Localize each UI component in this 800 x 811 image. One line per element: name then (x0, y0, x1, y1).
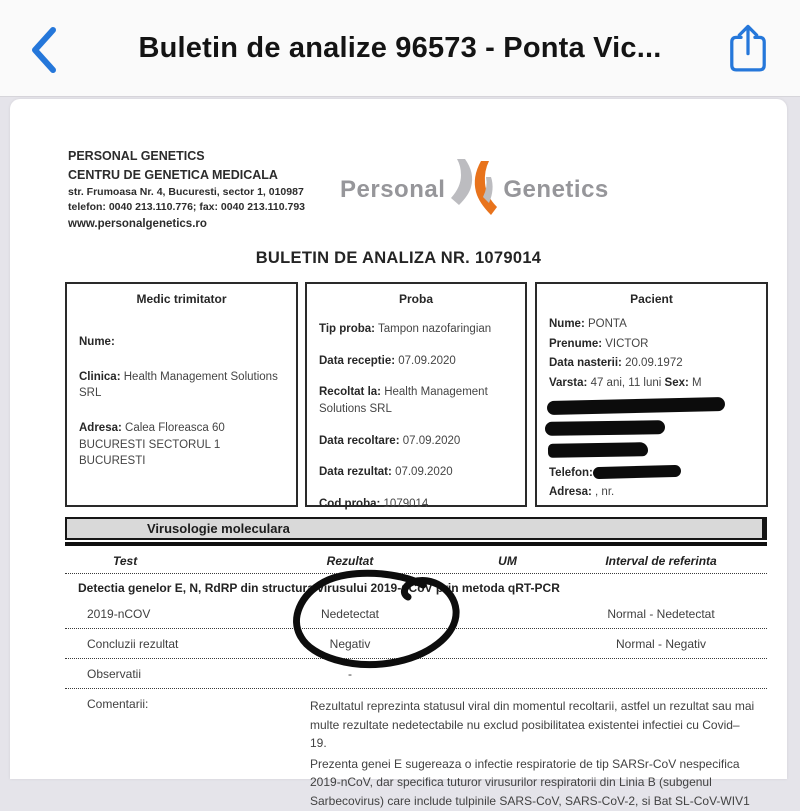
nav-bar (0, 0, 800, 97)
section-header-virusologie (65, 517, 767, 540)
cell-test: Concluzii rezultat (87, 637, 179, 651)
nav-title: Buletin de analize 96573 - Ponta Vic... (138, 31, 662, 64)
field-label: Tip proba: (319, 323, 376, 335)
share-icon (726, 63, 770, 80)
results-table (65, 548, 767, 811)
table-row (65, 599, 767, 629)
field-pacient-adresa (549, 484, 754, 501)
col-header-um: UM (498, 554, 517, 568)
field-value: 1079014 (383, 498, 429, 511)
comments-text (310, 697, 755, 811)
field-data-rezultat (319, 464, 513, 481)
field-data-recoltare (319, 433, 513, 450)
field-value: 20.09.1972 (625, 357, 683, 370)
redaction-mark (545, 420, 665, 436)
field-pacient-prenume (549, 336, 754, 353)
section-header-label: Virusologie moleculara (147, 521, 290, 536)
field-value: 07.09.2020 (402, 434, 461, 447)
section-divider (65, 542, 767, 546)
field-cod-proba (319, 496, 513, 513)
field-telefon (549, 465, 754, 482)
field-value: , nr. (595, 486, 615, 499)
box-header-medic: Medic trimitator (136, 292, 227, 306)
field-medic-clinica (79, 369, 284, 402)
cell-test: Observatii (87, 667, 142, 681)
field-label: Cod proba: (319, 498, 381, 511)
chevron-left-icon (22, 63, 66, 80)
comment-paragraph: Rezultatul reprezinta statusul viral din momentul recoltarii, astfel un rezultat sau mai multe rezultate nedetectabile nu exclud posibilitatea existentei infectiei cu Covid–19. (310, 699, 755, 751)
comments-label: Comentarii: (87, 697, 149, 711)
proba-box (305, 282, 527, 511)
field-label: Adresa: (549, 486, 592, 499)
comments-row (65, 689, 767, 811)
cell-interval: Normal - Nedetectat (607, 606, 715, 621)
field-label: Data nasterii: (549, 357, 622, 370)
field-value: 07.09.2020 (398, 354, 456, 367)
clinic-name: PERSONAL GENETICS (68, 149, 205, 163)
field-label: Nume: (549, 318, 585, 330)
table-row (65, 659, 767, 689)
field-value: Health Management Solutions SRL (319, 386, 488, 416)
field-label: Sex: (664, 377, 689, 390)
medic-trimitator-box (65, 282, 298, 507)
redaction-mark (593, 465, 681, 479)
col-header-interval: Interval de referinta (605, 554, 717, 568)
field-value: PONTA (587, 318, 627, 330)
col-header-rezultat: Rezultat (326, 554, 374, 568)
clinic-website: www.personalgenetics.ro (68, 218, 207, 230)
col-header-test: Test (113, 554, 138, 568)
cell-rezultat: Nedetectat (320, 606, 380, 621)
field-data-nasterii (549, 355, 754, 372)
field-label: Recoltat la: (319, 386, 381, 399)
field-medic-adresa (79, 420, 284, 470)
cell-test: 2019-nCOV (87, 607, 151, 621)
logo-word-genetics: Genetics (503, 175, 609, 203)
pacient-box (535, 282, 768, 507)
clinic-info (68, 147, 305, 233)
field-label: Adresa: (79, 422, 122, 435)
table-header-row (65, 548, 767, 574)
field-varsta-sex (549, 375, 754, 392)
cell-interval: Normal - Negativ (615, 636, 707, 651)
box-header-pacient: Pacient (630, 292, 673, 306)
back-button[interactable] (22, 24, 66, 76)
field-recoltat-la (319, 384, 513, 417)
redaction-mark (547, 397, 725, 415)
field-value: 07.09.2020 (395, 466, 453, 479)
redaction-mark (548, 442, 648, 458)
document-page[interactable] (10, 99, 787, 808)
field-label: Telefon: (549, 466, 593, 479)
field-label: Clinica: (79, 370, 121, 383)
clinic-phone: telefon: 0040 213.110.776; fax: 0040 213.110.793 (68, 201, 306, 214)
share-button[interactable] (726, 22, 770, 76)
field-value: 47 ani, 11 luni (590, 377, 662, 390)
bulletin-title: BULETIN DE ANALIZA NR. 1079014 (255, 249, 542, 267)
field-value: Calea Floreasca 60 BUCURESTI SECTORUL 1 BUCURESTI (79, 422, 225, 468)
field-tip-proba (319, 321, 513, 338)
field-label: Data rezultat: (319, 466, 392, 479)
test-group-row: Detectia genelor E, N, RdRP din structura virusului 2019-nCoV prin metoda qRT-PCR (78, 581, 560, 595)
chromosome-logo-icon (451, 159, 497, 220)
field-pacient-nume (549, 316, 754, 333)
box-header-proba: Proba (398, 292, 433, 306)
field-value: VICTOR (605, 337, 649, 350)
field-value: M (692, 377, 702, 390)
field-label: Prenume: (549, 337, 603, 350)
cell-rezultat: Negativ (329, 636, 371, 651)
field-medic-nume (79, 334, 284, 351)
field-value: Health Management Solutions SRL (79, 370, 278, 400)
field-label: Nume: (79, 336, 115, 348)
table-row (65, 629, 767, 659)
field-data-receptie (319, 353, 513, 370)
clinic-address: str. Frumoasa Nr. 4, Bucuresti, sector 1, 010987 (68, 185, 304, 198)
logo-word-personal: Personal (340, 175, 446, 203)
field-value: Tampon nazofaringian (378, 323, 492, 335)
field-label: Data recoltare: (319, 434, 400, 447)
clinic-subtitle: CENTRU DE GENETICA MEDICALA (68, 167, 278, 182)
cell-rezultat: - (348, 666, 352, 681)
comment-paragraph: Prezenta genei E sugereaza o infectie respiratorie de tip SARSr-CoV nespecifica 2019-nCoV, dar specifica tuturor virusurilor respiratorii din Linia B (subgenul Sarbecovirus) care include tulpinile SARS-CoV, SARS-CoV-2, si Bat SL-CoV-WIV1 (310, 756, 750, 808)
field-label: Data receptie: (319, 354, 396, 367)
field-label: Varsta: (549, 377, 588, 390)
personal-genetics-logo (340, 159, 609, 220)
